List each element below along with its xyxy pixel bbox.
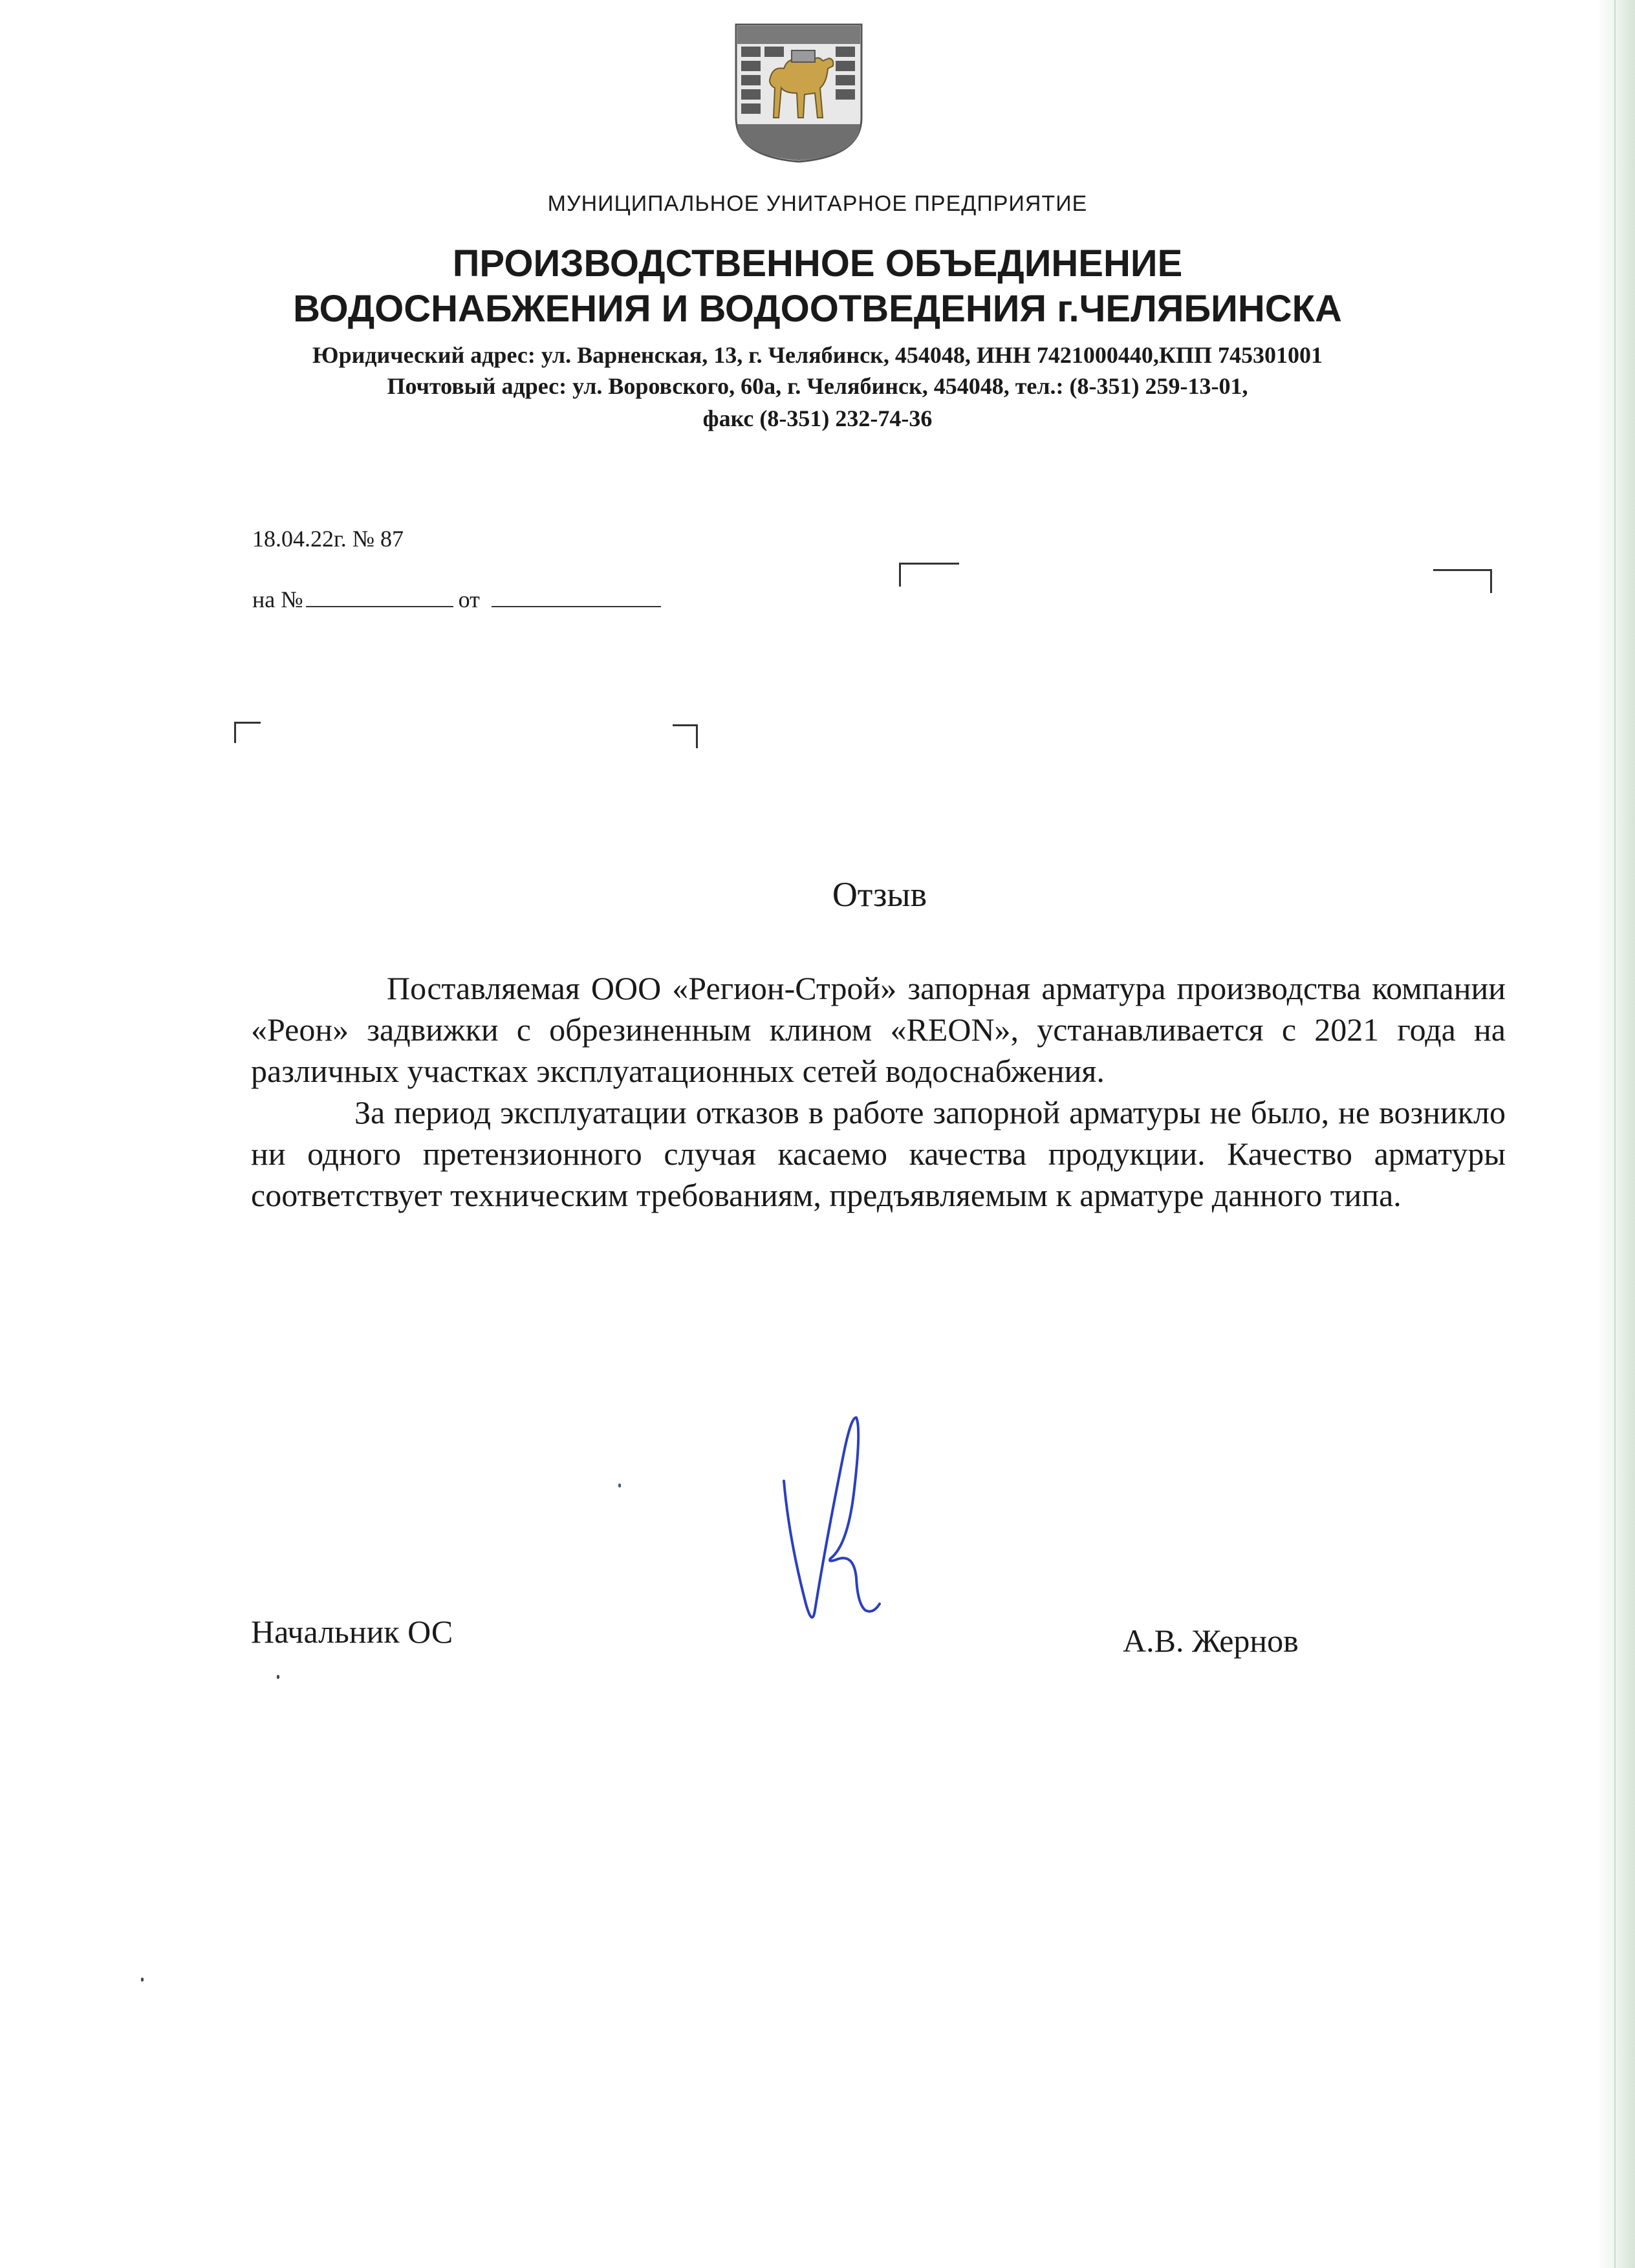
- scan-speck: [618, 1484, 621, 1487]
- addressee-corner-top-left: [899, 563, 959, 587]
- org-name-line-2: ВОДОСНАБЖЕНИЯ И ВОДООТВЕДЕНИЯ г.ЧЕЛЯБИНСКА: [293, 288, 1342, 330]
- document-body: [251, 967, 1506, 1216]
- subject-corner-right: [673, 724, 698, 748]
- body-paragraph-2: За период эксплуатации отказов в работе запорной арматуры не было, не возникло ни одного претензионного случая касаемо качества продукции. Качество арматуры соответствует техническим требованиям, предъявляемым к арматуре данного типа.: [251, 1094, 1506, 1213]
- signatory-name: А.В. Жернов: [1123, 1623, 1299, 1659]
- from-label: от: [458, 587, 480, 612]
- org-name-line-1: ПРОИЗВОДСТВЕННОЕ ОБЪЕДИНЕНИЕ: [452, 243, 1183, 285]
- reply-to-label: на №: [252, 587, 303, 612]
- coat-of-arms-icon: [732, 21, 865, 164]
- signatory-position: Начальник ОС: [251, 1614, 453, 1650]
- fax-line: факс (8-351) 232-74-36: [702, 405, 933, 431]
- subject-corner-left: [234, 722, 261, 743]
- scan-edge-shadow: [1596, 0, 1635, 2268]
- reply-number-blank: [306, 599, 453, 607]
- postal-address: Почтовый адрес: ул. Воровского, 60а, г. Челябинск, 454048, тел.: (8-351) 259-13-01,: [387, 373, 1248, 399]
- reply-reference-line: [252, 586, 661, 613]
- addressee-corner-top-right: [1433, 569, 1492, 593]
- handwritten-signature: [776, 1410, 893, 1656]
- scan-speck: [277, 1675, 279, 1679]
- body-paragraph-1: Поставляемая ООО «Регион-Строй» запорная арматура производства компании «Реон» задвижки с обрезиненным клином «REON», устанавливается с 2021 года на различных участках эксплуатационных сетей водоснабжения.: [251, 970, 1506, 1089]
- outgoing-date-number: 18.04.22г. № 87: [252, 526, 404, 552]
- org-type-line: МУНИЦИПАЛЬНОЕ УНИТАРНОЕ ПРЕДПРИЯТИЕ: [547, 191, 1088, 216]
- scan-edge-line: [1614, 0, 1616, 2268]
- scan-speck: [141, 1978, 144, 1982]
- reply-date-blank: [492, 599, 661, 607]
- document-title: Отзыв: [832, 875, 927, 914]
- legal-address: Юридический адрес: ул. Варненская, 13, г. Челябинск, 454048, ИНН 7421000440,КПП 745301001: [312, 342, 1323, 368]
